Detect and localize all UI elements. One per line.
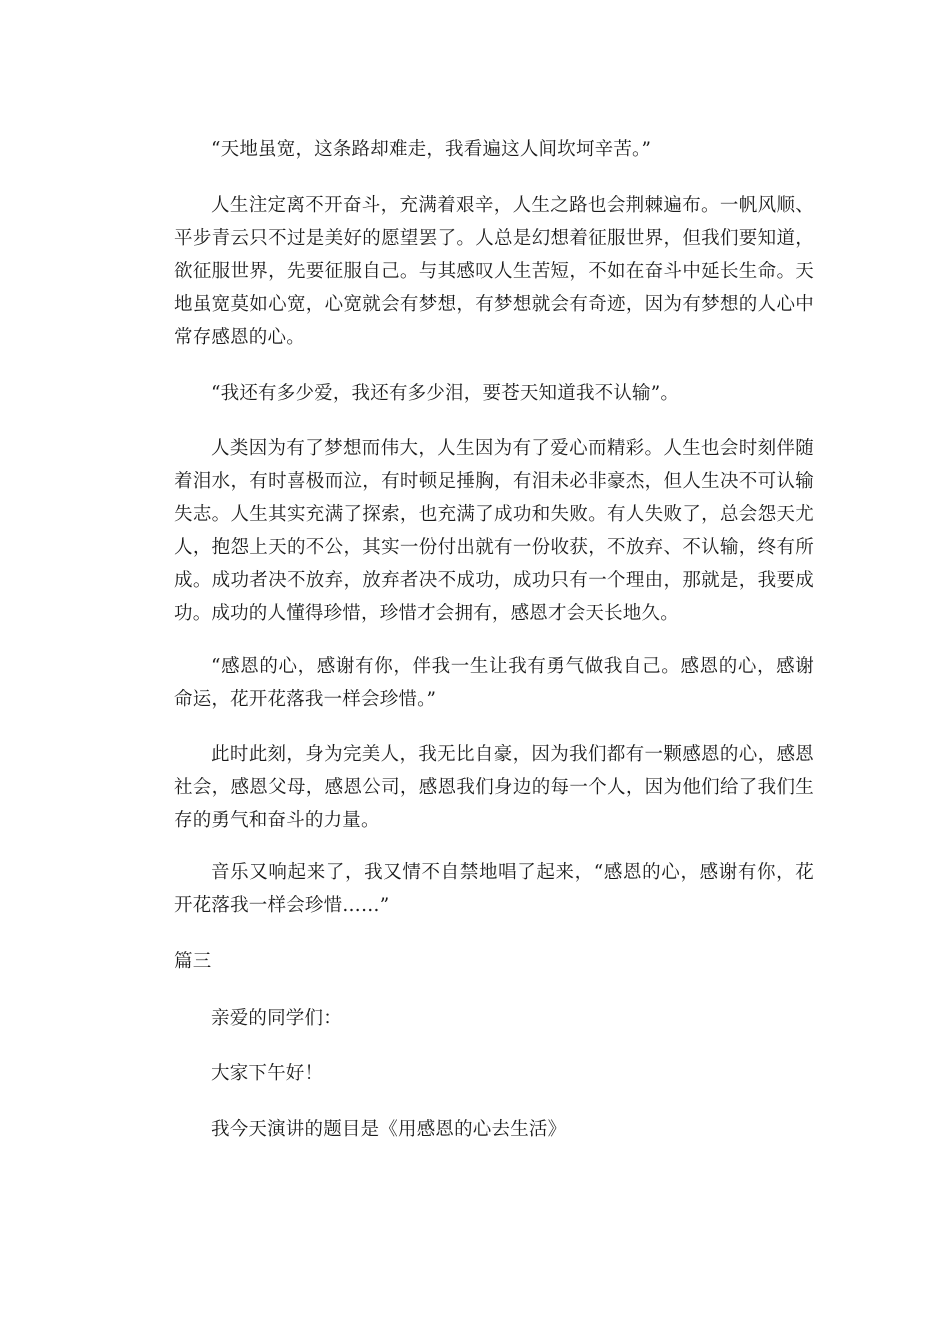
paragraph-quote-2: “我还有多少爱，我还有多少泪，要苍天知道我不认输”。: [211, 383, 680, 404]
paragraph-4: 音乐又响起来了，我又情不自禁地唱了起来，“感恩的心，感谢有你，花开花落我一样会珍惜……”: [174, 862, 814, 916]
paragraph-3: 此时此刻，身为完美人，我无比自豪，因为我们都有一颗感恩的心，感恩社会，感恩父母，感恩公司，感恩我们身边的每一个人，因为他们给了我们生存的勇气和奋斗的力量。: [174, 744, 814, 831]
paragraph-quote-1: “天地虽宽，这条路却难走，我看遍这人间坎坷辛苦。”: [211, 139, 652, 160]
paragraph-1: 人生注定离不开奋斗，充满着艰辛，人生之路也会荆棘遍布。一帆风顺、平步青云只不过是美好的愿望罢了。人总是幻想着征服世界，但我们要知道，欲征服世界，先要征服自己。与其感叹人生苦短，不如在奋斗中延长生命。天地虽宽莫如心宽，心宽就会有梦想，有梦想就会有奇迹，因为有梦想的人心中常存感恩的心。: [174, 195, 814, 348]
paragraph-2: 人类因为有了梦想而伟大，人生因为有了爱心而精彩。人生也会时刻伴随着泪水，有时喜极而泣，有时顿足捶胸，有泪未必非豪杰，但人生决不可认输失志。人生其实充满了探索，也充满了成功和失败。有人失败了，总会怨天尤人，抱怨上天的不公，其实一份付出就有一份收获，不放弃、不认输，终有所成。成功者决不放弃，放弃者决不成功，成功只有一个理由，那就是，我要成功。成功的人懂得珍惜，珍惜才会拥有，感恩才会天长地久。: [174, 438, 814, 624]
paragraph-quote-3: “感恩的心，感谢有你，伴我一生让我有勇气做我自己。感恩的心，感谢命运，花开花落我一样会珍惜。”: [174, 656, 814, 710]
salutation-line: 大家下午好！: [211, 1063, 324, 1084]
section-heading: 篇三: [174, 951, 212, 972]
greeting-line: 亲爱的同学们：: [211, 1008, 342, 1029]
speech-topic-line: 我今天演讲的题目是《用感恩的心去生活》: [211, 1119, 567, 1140]
